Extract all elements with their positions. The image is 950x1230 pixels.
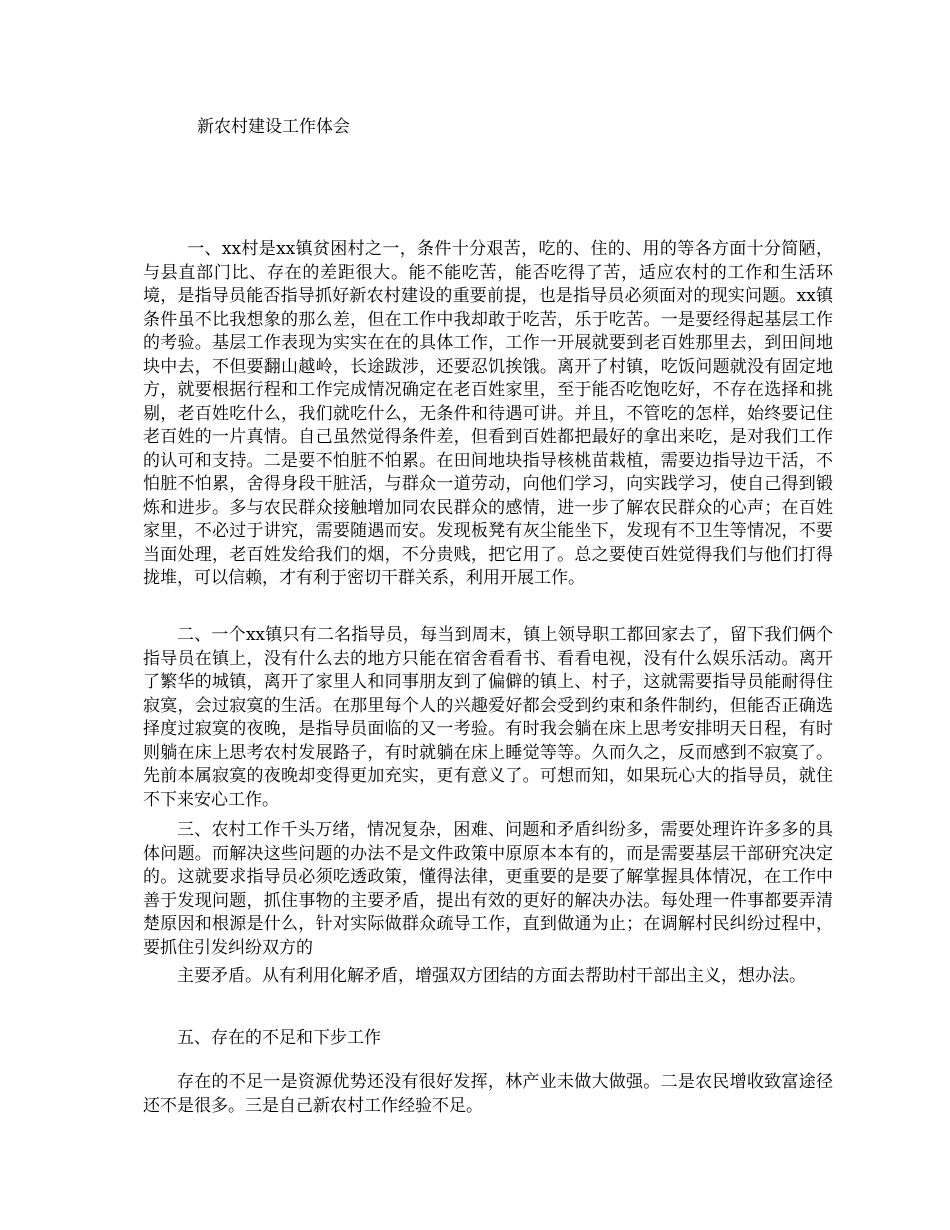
paragraph-2: 二、一个xx镇只有二名指导员，每当到周末，镇上领导职工都回家去了，留下我们俩个指导员在镇上，没有什么去的地方只能在宿舍看看书、看看电视，没有什么娱乐活动。离开了繁华的城镇，离开了家里人和同事朋友到了偏僻的镇上、村子，这就需要指导员能耐得住寂寞，会过寂寞的生活。在那里每个人的兴趣爱好都会受到约束和条件制约，但能否正确选择度过寂寞的夜晚，是指导员面临的又一考验。有时我会躺在床上思考安排明天日程，有时则躺在床上思考农村发展路子，有时就躺在床上睡觉等等。久而久之，反而感到不寂寞了。先前本属寂寞的夜晚却变得更加充实，更有意义了。可想而知，如果玩心大的指导员，就住不下来安心工作。	[143, 625, 833, 810]
paragraph-1: 一、xx村是xx镇贫困村之一，条件十分艰苦，吃的、住的、用的等各方面十分简陋，与县直部门比、存在的差距很大。能不能吃苦，能否吃得了苦，适应农村的工作和生活环境，是指导员能否指导抓好新农村建设的重要前提，也是指导员必须面对的现实问题。xx镇条件虽不比我想象的那么差，但在工作中我却敢于吃苦，乐于吃苦。一是要经得起基层工作的考验。基层工作表现为实实在在的具体工作，工作一开展就要到老百姓那里去，到田间地块中去，不但要翻山越岭，长途跋涉，还要忍饥挨饿。离开了村镇，吃饭问题就没有固定地方，就要根据行程和工作完成情况确定在老百姓家里，至于能否吃饱吃好，不存在选择和挑剔，老百姓吃什么，我们就吃什么，无条件和待遇可讲。并且，不管吃的怎样，始终要记住老百姓的一片真情。自己虽然觉得条件差，但看到百姓都把最好的拿出来吃，是对我们工作的认可和支持。二是要不怕脏不怕累。在田间地块指导核桃苗栽植，需要边指导边干活，不怕脏不怕累，舍得身段干脏活，与群众一道劳动，向他们学习，向实践学习，使自己得到锻炼和进步。多与农民群众接触增加同农民群众的感情，进一步了解农民群众的心声；在百姓家里，不必过于讲究，需要随遇而安。发现板凳有灰尘能坐下，发现有不卫生等情况，不要当面处理，老百姓发给我们的烟，不分贵贱，把它用了。总之要使百姓觉得我们与他们打得拢堆，可以信赖，才有利于密切干群关系，利用开展工作。	[143, 239, 833, 588]
paragraph-4: 主要矛盾。从有利用化解矛盾，增强双方团结的方面去帮助村干部出主义，想办法。	[177, 966, 806, 986]
section-heading-shortcomings: 五、存在的不足和下步工作	[177, 1028, 381, 1048]
paragraph-3: 三、农村工作千头万绪，情况复杂，困难、问题和矛盾纠纷多，需要处理许许多多的具体问题。而解决这些问题的办法不是文件政策中原原本本有的，而是需要基层干部研究决定的。这就要求指导员必须吃透政策，懂得法律，更重要的是要了解掌握具体情况，在工作中善于发现问题，抓住事物的主要矛盾，提出有效的更好的解决办法。每处理一件事都要弄清楚原因和根源是什么，针对实际做群众疏导工作，直到做通为止；在调解村民纠纷过程中，要抓住引发纠纷双方的	[143, 820, 833, 958]
document-title: 新农村建设工作体会	[197, 117, 350, 137]
paragraph-6: 存在的不足一是资源优势还没有很好发挥，林产业未做大做强。二是农民增收致富途径还不是很多。三是自己新农村工作经验不足。	[143, 1072, 833, 1116]
